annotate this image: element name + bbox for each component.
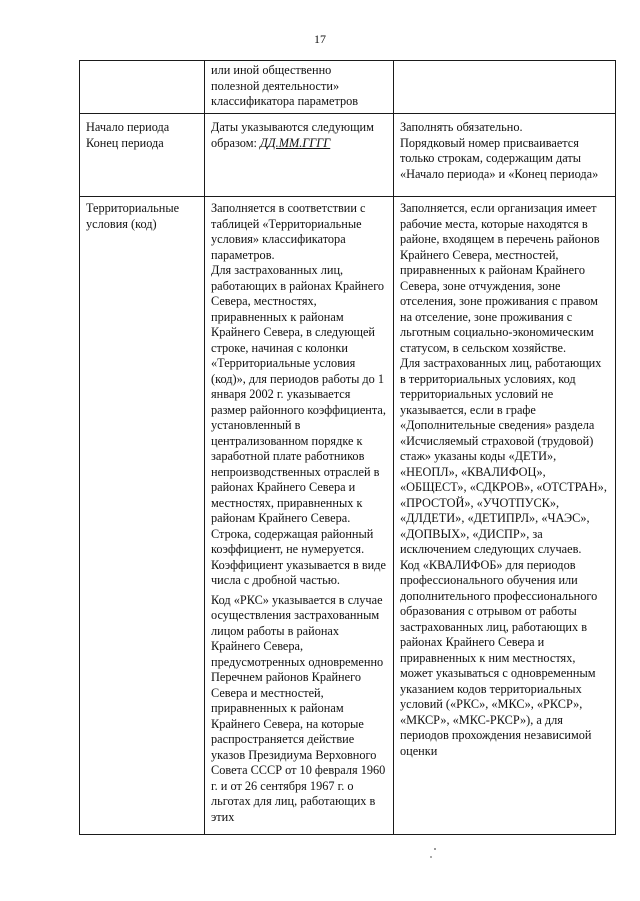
cell-paragraph: Коэффициент указывается в виде числа с дробной частью. xyxy=(211,557,386,587)
field-name-end: Конец периода xyxy=(86,135,164,150)
table-cell-description xyxy=(205,114,394,197)
table-cell-field xyxy=(80,114,205,197)
cell-paragraph: Код «РКС» указывается в случае осуществления застрахованным лицом работы в районах Крайнего Севера, предусмотренных одновременно Перечнем районов Крайнего Севера и местностей, приравненных к районам Крайнего Севера, на которые распространяется действие указов Президиума Верховного Совета СССР от 10 февраля 1960 г. и от 26 сентября 1967 г. о льготах для лиц, работающих в этих xyxy=(211,592,386,824)
table-cell-description xyxy=(205,61,394,114)
table-row xyxy=(80,114,616,197)
field-name-territorial: Территориальные условия (код) xyxy=(86,201,180,231)
table-cell-field xyxy=(80,61,205,114)
cell-paragraph: Для застрахованных лиц, работающих в районах Крайнего Севера, местностях, приравненных к районам Крайнего Севера, в следующей строке, начиная с колонки «Территориальные условия (код)», для периодов работы до 1 января 2002 г. указывается размер районного коэффициента, установленный в централизованном порядке к заработной плате работников непроизводственных отраслей в районах Крайнего Севера и местностях, приравненных к районам Крайнего Севера. xyxy=(211,263,386,525)
scan-speck xyxy=(430,856,432,858)
table-cell-notes xyxy=(394,114,616,197)
cell-text: Даты указываются следующим образом: xyxy=(211,120,374,150)
scan-speck xyxy=(434,848,436,850)
cell-line: Заполнять обязательно. xyxy=(400,120,523,134)
cell-paragraph: Для застрахованных лиц, работающих в территориальных условиях, код территориальных условий не указывается, если в графе «Дополнительные сведения» раздела «Исчисляемый страховой (трудовой) стаж» указаны коды «ДЕТИ», «НЕОПЛ», «КВАЛИФОЦ», «ОБЩЕСТ», «СДКРОВ», «ОТСТРАН», «ПРОСТОЙ», «УЧОТПУСК», «ДЛДЕТИ», «ДЕТИПРЛ», «ЧАЭС», «ДОПВЫХ», «ДИСПР», за исключением следующих случаев. xyxy=(400,356,607,556)
cell-line: Порядковый номер присваивается только строкам, содержащим даты «Начало периода» и «Конец периода» xyxy=(400,135,599,181)
cell-paragraph: Заполняется в соответствии с таблицей «Территориальные условия» классификатора параметров. xyxy=(211,201,366,262)
table-cell-notes xyxy=(394,197,616,835)
table-row xyxy=(80,61,616,114)
cell-line: или иной общественно xyxy=(211,63,332,77)
cell-paragraph: Код «КВАЛИФОБ» для периодов профессионального обучения или дополнительного профессионального образования с отрывом от работы застрахованных лиц, работающих в районах Крайнего Севера и приравненных к ним местностях, может указываться с одновременным указанием кодов территориальных условий («РКС», «МКС», «РКСР», «МКСР», «МКС-РКСР»), а для периодов прохождения независимой оценки xyxy=(400,557,598,758)
cell-line: полезной деятельности» xyxy=(211,78,340,93)
parameters-table xyxy=(79,60,616,835)
table-cell-description xyxy=(205,197,394,835)
cell-paragraph: Заполняется, если организация имеет рабочие места, которые находятся в районе, входящем в перечень районов Крайнего Севера, местностей, приравненных к районам Крайнего Севера, зоне отчуждения, зоне отселения, зоне проживания с правом на отселение, зоне проживания с льготным социально-экономическим статусом, в сельском хозяйстве. xyxy=(400,201,600,355)
table-cell-notes xyxy=(394,61,616,114)
table-cell-field xyxy=(80,197,205,835)
date-format: ДД.ММ.ГГГГ xyxy=(259,135,331,150)
table-row xyxy=(80,197,616,835)
field-name-start: Начало периода xyxy=(86,120,170,134)
page-number: 17 xyxy=(314,32,326,46)
cell-line: классификатора параметров xyxy=(211,94,359,108)
cell-paragraph: Строка, содержащая районный коэффициент, не нумеруется. xyxy=(211,526,374,556)
